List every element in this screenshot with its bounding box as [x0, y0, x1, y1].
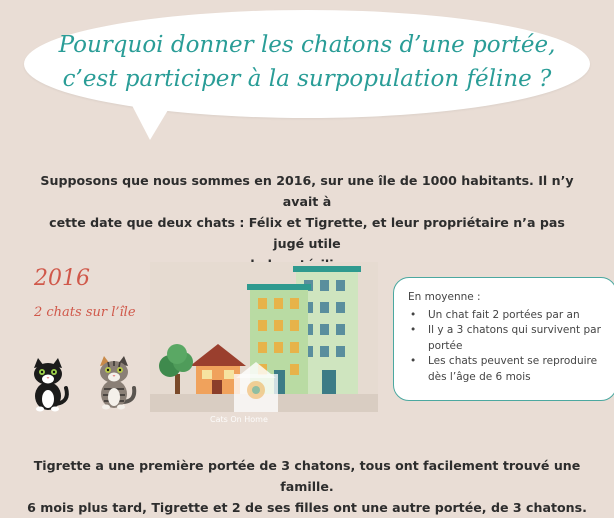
outro-paragraph — [10, 455, 604, 518]
speech-bubble-tail — [110, 90, 190, 146]
page-title — [24, 28, 590, 96]
intro-paragraph — [40, 170, 574, 275]
intro-line-2: cette date que deux chats : Félix et Tigrette, et leur propriétaire n’a pas jugé utile — [49, 215, 565, 251]
intro-line-1: Supposons que nous sommes en 2016, sur une île de 1000 habitants. Il n’y avait à — [40, 173, 574, 209]
cats-count-label: 2 chats sur l’île — [34, 305, 136, 320]
info-box — [393, 277, 614, 401]
info-title: En moyenne : — [408, 291, 481, 303]
info-item: • Les chats peuvent se reproduire dès l’âge de 6 mois — [422, 354, 606, 385]
info-item: • Il y a 3 chatons qui survivent par portée — [422, 323, 606, 354]
tabby-cat-icon — [92, 356, 138, 410]
year-label: 2016 — [34, 266, 90, 291]
info-item: • Un chat fait 2 portées par an — [422, 308, 606, 324]
title-line-2: c’est participer à la surpopulation féline ? — [62, 66, 552, 92]
title-line-1: Pourquoi donner les chatons d’une portée, — [58, 32, 556, 58]
black-cat-icon — [26, 358, 72, 412]
outro-line-2: 6 mois plus tard, Tigrette et 2 de ses filles ont une autre portée, de 3 chatons. — [27, 500, 587, 515]
outro-line-1: Tigrette a une première portée de 3 chatons, tous ont facilement trouvé une famille. — [33, 458, 581, 494]
watermark-text: Cats On Home — [210, 415, 268, 424]
town-illustration — [150, 262, 378, 412]
info-list — [408, 308, 606, 386]
